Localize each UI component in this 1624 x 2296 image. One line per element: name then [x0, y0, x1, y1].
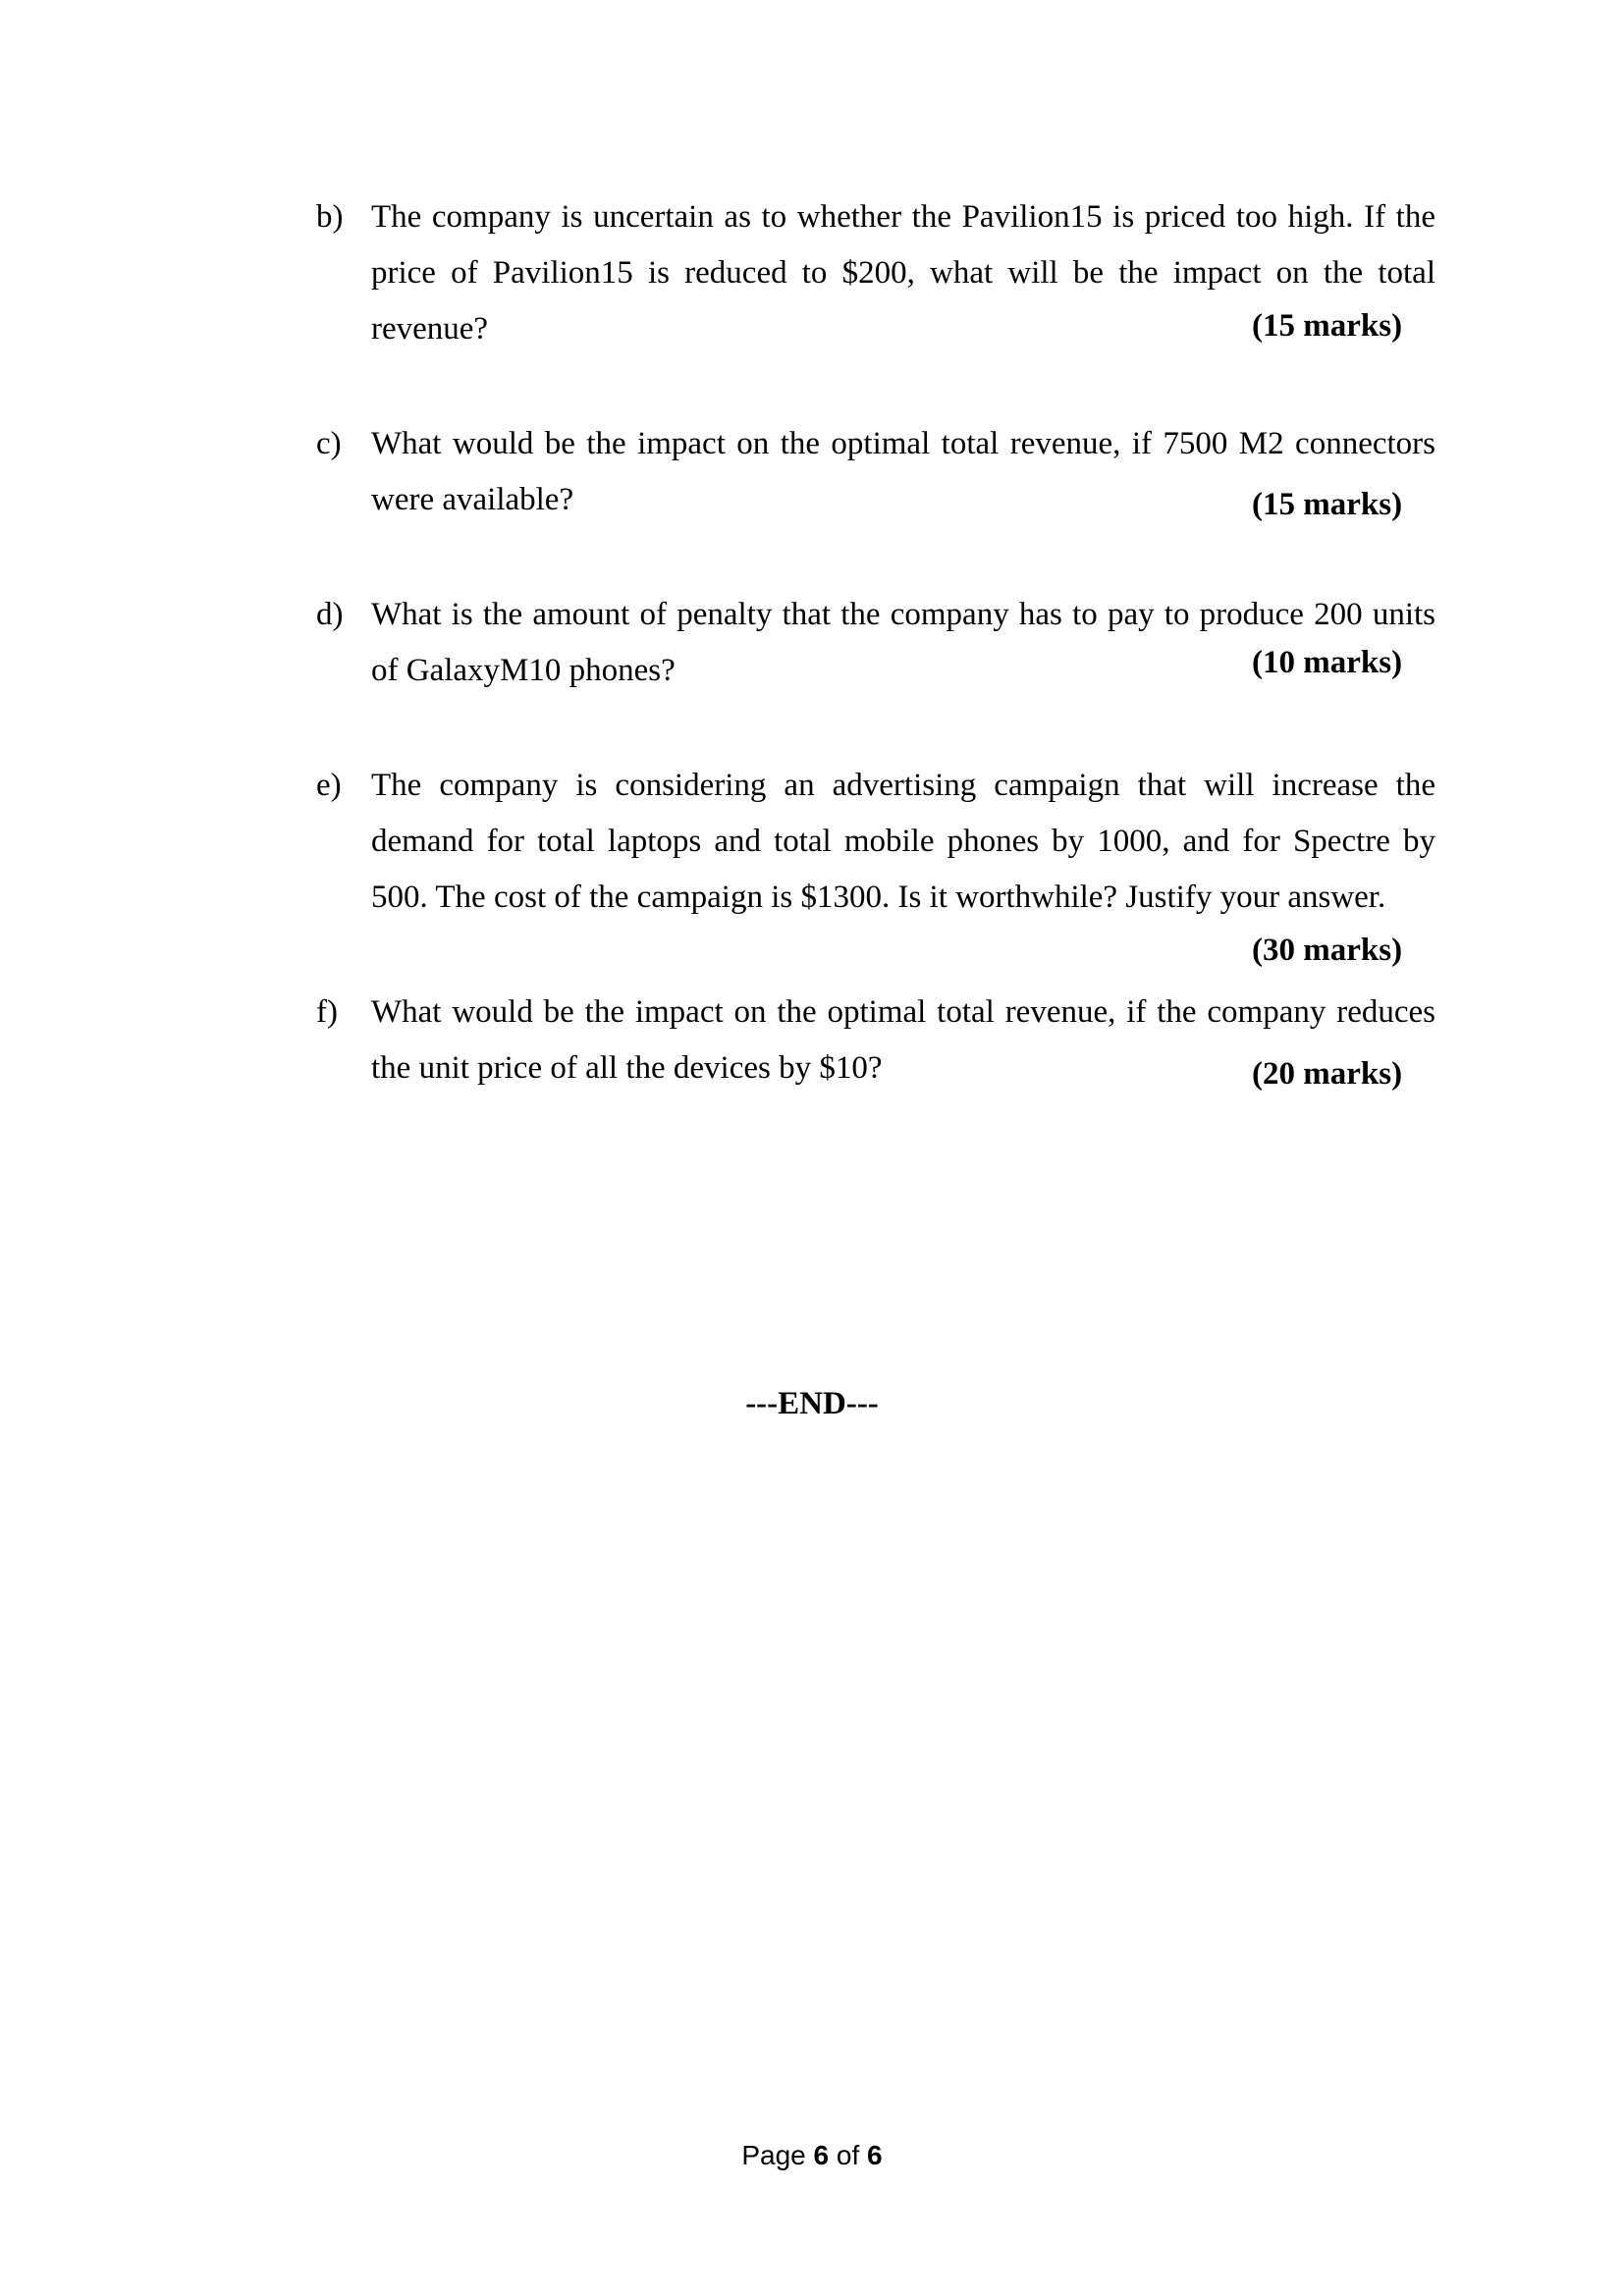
question-label: f) [316, 994, 338, 1030]
question-text: What is the amount of penalty that the company has to pay to produce 200 units of GalaxyM10 phones? [371, 597, 1435, 688]
question-text: The company is uncertain as to whether the Pavilion15 is priced too high. If the price of Pavilion15 is reduced to $200, what will be the impact on the total revenue? [371, 199, 1435, 347]
footer-of-word: of [836, 2140, 860, 2170]
question-text: The company is considering an advertising campaign that will increase the demand for total laptops and total mobile phones by 1000, and for Spectre by 500. The cost of the campaign is $1300. Is it worthwhile? Justify your answer. [371, 768, 1435, 915]
question-label: e) [316, 768, 342, 803]
end-marker: ---END--- [745, 1386, 879, 1421]
page-footer [0, 2138, 1624, 2173]
question-text: What would be the impact on the optimal total revenue, if the company reduces the unit price of all the devices by $10? [371, 994, 1435, 1086]
footer-current-page: 6 [813, 2140, 830, 2170]
question-label: c) [316, 426, 342, 461]
question-b-marks: (15 marks) [1252, 308, 1403, 344]
question-d-marks: (10 marks) [1252, 645, 1403, 680]
question-e-marks: (30 marks) [1252, 933, 1403, 968]
question-c-marks: (15 marks) [1252, 487, 1403, 522]
question-f-marks: (20 marks) [1252, 1056, 1403, 1092]
footer-page-word: Page [741, 2140, 806, 2170]
question-label: d) [316, 597, 344, 632]
question-text: What would be the impact on the optimal total revenue, if 7500 M2 connectors were available? [371, 426, 1435, 517]
question-e [316, 758, 1435, 926]
question-label: b) [316, 199, 344, 235]
footer-total-pages: 6 [867, 2140, 883, 2170]
